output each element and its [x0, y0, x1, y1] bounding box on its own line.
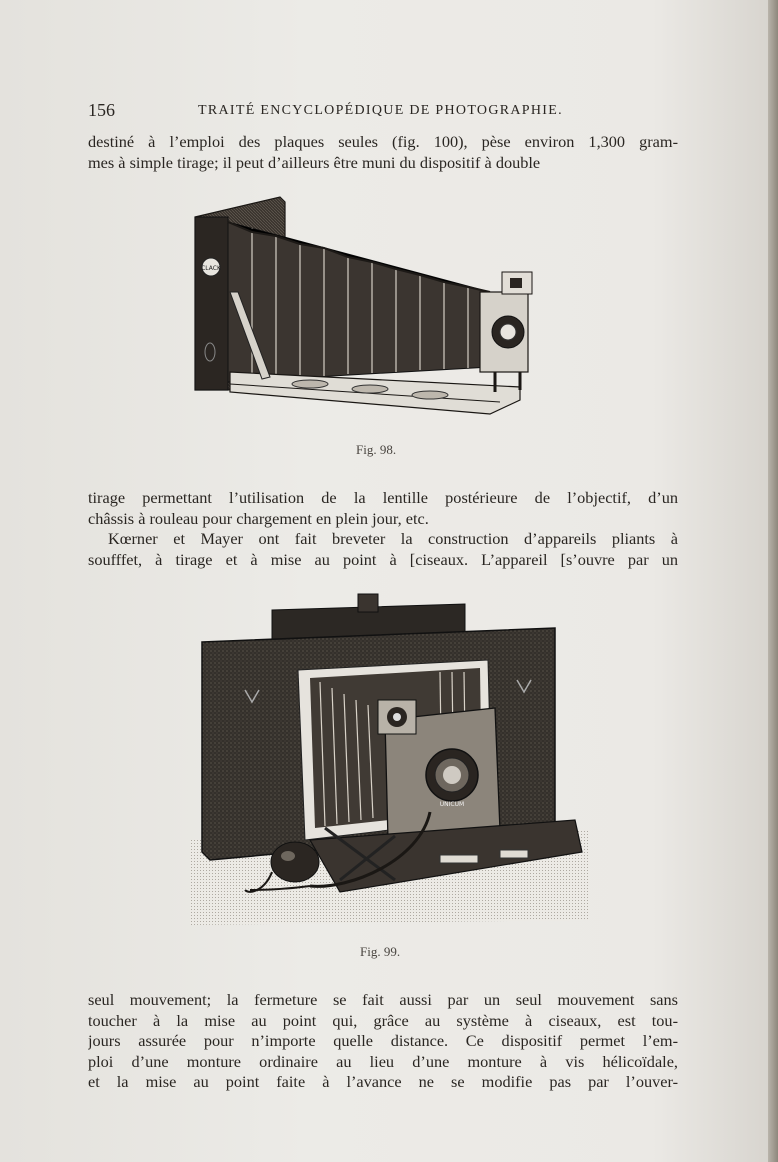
- text-line: ploi d’une monture ordinaire au lieu d’une monture à vis hélicoïdale,: [88, 1051, 678, 1071]
- paragraph-3: [88, 529, 678, 570]
- figure-98-caption: Fig. 98.: [356, 442, 397, 457]
- book-gutter: [768, 0, 778, 1162]
- text-line: tirage permettant l’utilisation de la lentille postérieure de l’objectif, d’un: [88, 488, 678, 507]
- text-line: toucher à la mise au point qui, grâce au système à ciseaux, est tou-: [88, 1010, 678, 1030]
- page-number: 156: [88, 100, 115, 120]
- paragraph-2: [88, 488, 678, 529]
- text-line: Kœrner et Mayer ont fait breveter la construction d’appareils pliants à: [108, 529, 678, 548]
- figure-98-camera-illustration: [190, 192, 542, 428]
- text-line: mes à simple tirage; il peut d’ailleurs être muni du dispositif à double: [88, 152, 541, 172]
- paragraph-1: [88, 132, 678, 173]
- text-line: seul mouvement; la fermeture se fait aussi par un seul mouvement sans: [88, 990, 678, 1009]
- page-header: [88, 100, 688, 122]
- text-line: châssis à rouleau pour chargement en plein jour, etc.: [88, 508, 429, 528]
- figure-99-caption: Fig. 99.: [360, 944, 401, 959]
- text-line: destiné à l’emploi des plaques seules (fig. 100), pèse environ 1,300 gram-: [88, 132, 678, 151]
- text-line: jours assurée pour n’importe quelle distance. Ce dispositif permet l’em-: [88, 1031, 678, 1050]
- running-title: TRAITÉ ENCYCLOPÉDIQUE DE PHOTOGRAPHIE.: [198, 103, 563, 118]
- figure-99-camera-illustration: [190, 590, 590, 930]
- text-line: soufffet, à tirage et à mise au point à [ciseaux. L’appareil [s’ouvre par un: [88, 549, 678, 569]
- badge-label: CLACK: [201, 265, 221, 272]
- paragraph-4: [88, 990, 678, 1093]
- shutter-bulb-icon: [271, 842, 319, 882]
- lens-label: UNICUM: [439, 801, 465, 808]
- text-line: et la mise au point faite à l’avance ne se modifie pas par l’ouver-: [88, 1072, 678, 1091]
